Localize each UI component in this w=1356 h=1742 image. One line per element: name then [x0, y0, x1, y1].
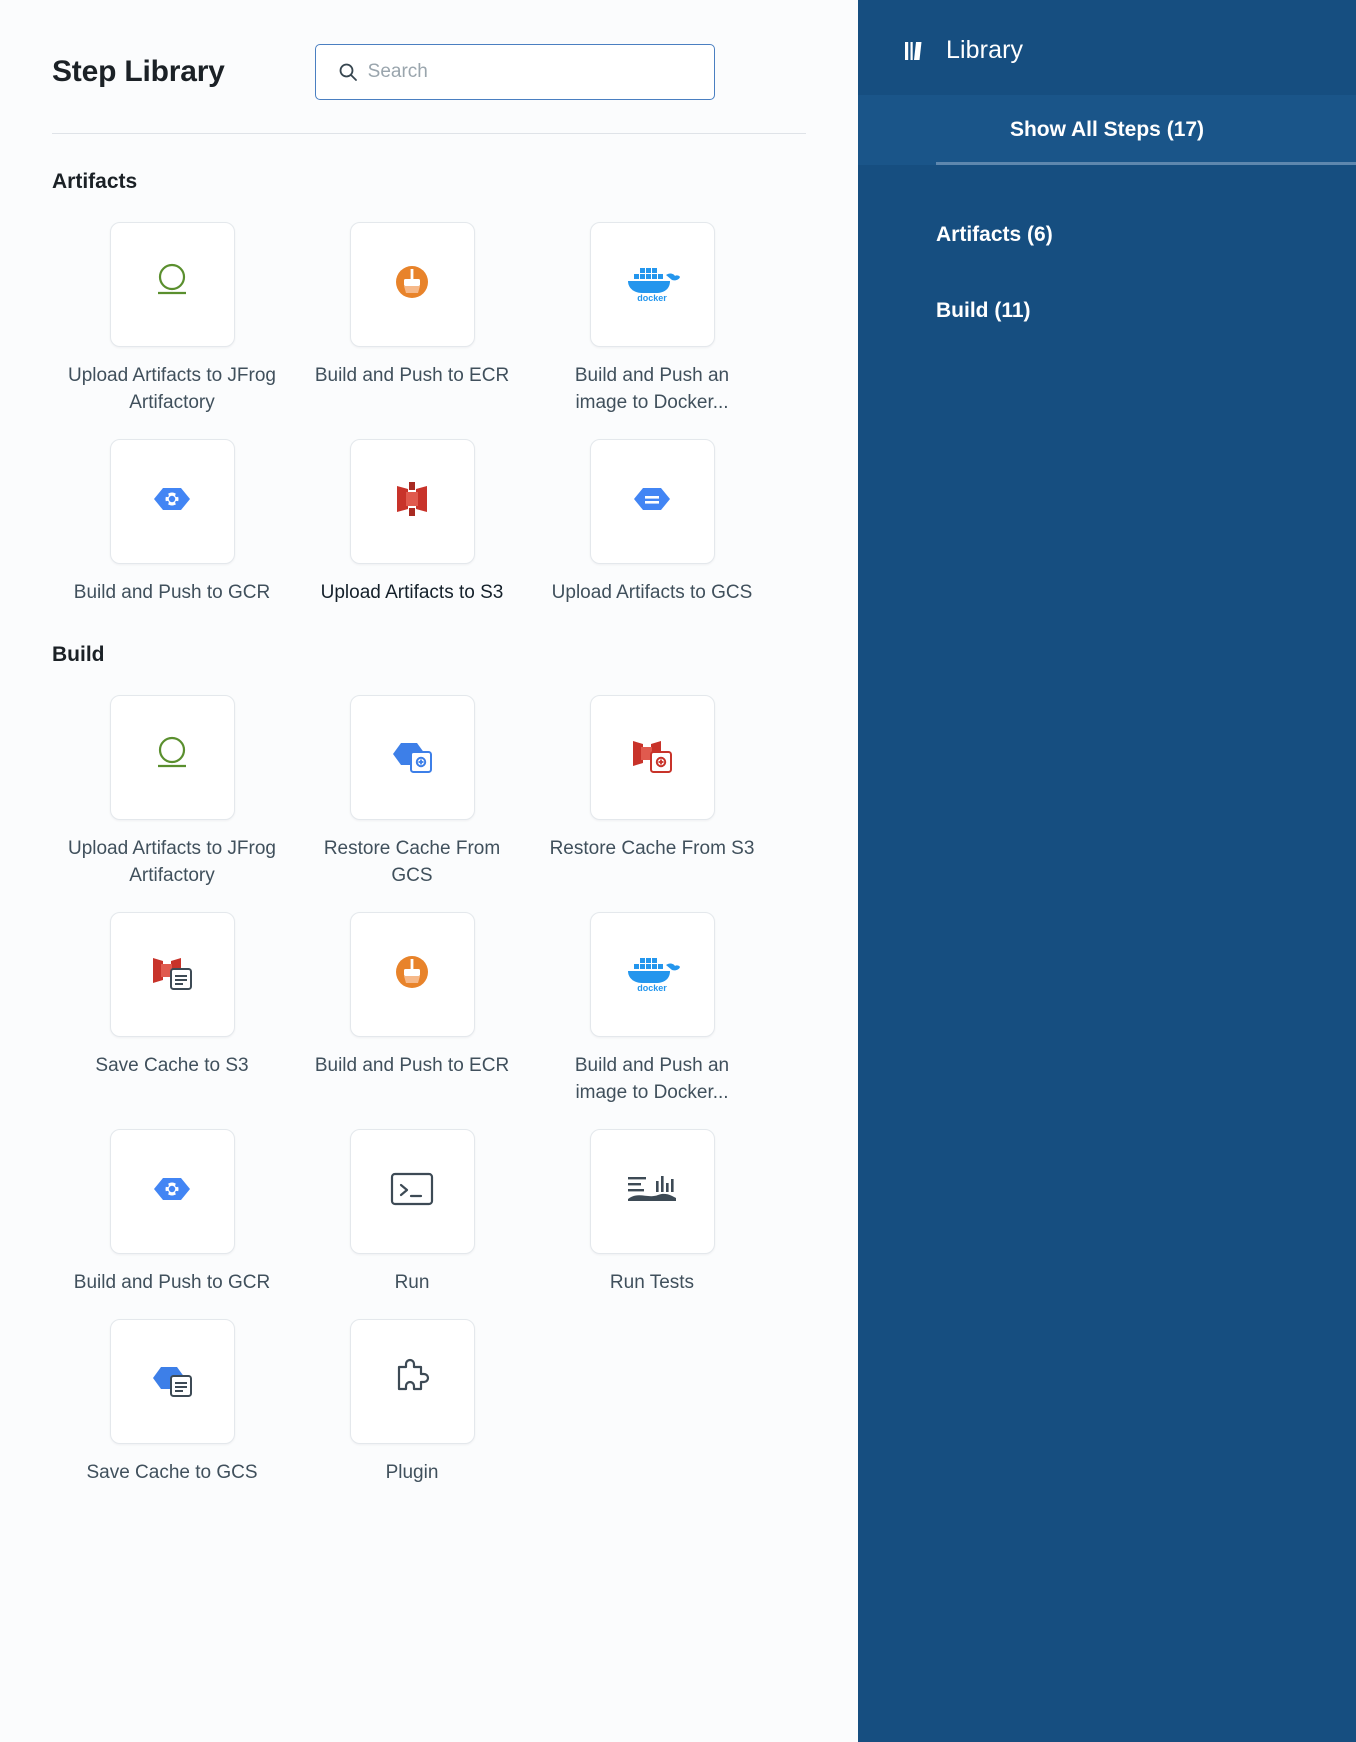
step-label: Upload Artifacts to S3: [320, 581, 504, 603]
step-card-build-upload-artifacts-jfrog[interactable]: [52, 673, 292, 890]
step-tile: [350, 1129, 475, 1254]
step-card-build-push-ecr[interactable]: [292, 200, 532, 417]
show-all-steps-tab[interactable]: [858, 95, 1356, 165]
step-tile: [110, 222, 235, 347]
gcr-icon: [149, 476, 195, 527]
step-card-save-cache-gcs[interactable]: [52, 1297, 292, 1487]
step-tile: [590, 439, 715, 564]
step-label: Plugin: [385, 1461, 439, 1483]
step-tile: [110, 912, 235, 1037]
save-cache-gcs-icon: [147, 1356, 197, 1407]
library-panel: [858, 0, 1356, 1742]
step-label: Upload Artifacts to JFrog Artifactory: [67, 365, 277, 413]
library-category-build[interactable]: Build (11): [936, 299, 1031, 322]
step-card-build-push-ecr-2[interactable]: [292, 890, 532, 1107]
step-card-upload-artifacts-gcs[interactable]: [532, 417, 772, 607]
search-input[interactable]: [368, 61, 668, 83]
save-cache-s3-icon: [147, 949, 197, 1000]
step-card-build-push-gcr[interactable]: [52, 417, 292, 607]
library-header: [858, 0, 1356, 65]
panel-header: [52, 0, 806, 100]
step-tile: [590, 1129, 715, 1254]
step-tile: [590, 912, 715, 1037]
section-title-artifacts: Artifacts: [52, 170, 138, 193]
gcs-icon: [629, 476, 675, 527]
header-divider: [52, 133, 806, 134]
step-label: Upload Artifacts to JFrog Artifactory: [67, 837, 277, 886]
ecr-icon: [390, 260, 434, 309]
library-icon: [902, 38, 928, 64]
section-title-build: Build: [52, 642, 105, 666]
page-title: Step Library: [52, 55, 225, 88]
step-card-plugin[interactable]: [292, 1297, 532, 1487]
ecr-icon: [390, 950, 434, 999]
step-card-upload-artifacts-jfrog[interactable]: [52, 200, 292, 417]
docker-icon: [620, 950, 684, 999]
show-all-steps-label: Show All Steps (17): [1009, 118, 1205, 141]
jfrog-icon: [149, 732, 195, 783]
step-label: Save Cache to GCS: [86, 1461, 258, 1483]
step-label: Restore Cache From S3: [549, 837, 755, 859]
step-tile: [110, 1129, 235, 1254]
step-card-restore-cache-gcs[interactable]: [292, 673, 532, 890]
step-label: Upload Artifacts to GCS: [551, 581, 753, 603]
step-tile: [590, 222, 715, 347]
step-label: Build and Push to ECR: [314, 365, 510, 386]
terminal-icon: [387, 1167, 437, 1216]
library-category-list: [858, 223, 1356, 323]
step-tile: [590, 695, 715, 820]
s3-icon: [389, 476, 435, 527]
step-card-restore-cache-s3[interactable]: [532, 673, 772, 890]
step-card-build-push-gcr-2[interactable]: [52, 1107, 292, 1297]
step-label: Build and Push to GCR: [73, 1271, 271, 1293]
step-label: Save Cache to S3: [95, 1054, 249, 1076]
step-grid-build: [52, 673, 806, 1487]
restore-cache-s3-icon: [627, 732, 677, 783]
step-label: Build and Push an image to Docker...: [574, 1054, 730, 1103]
step-label: Build and Push to ECR: [314, 1054, 510, 1076]
step-tile: [110, 695, 235, 820]
restore-cache-gcs-icon: [387, 732, 437, 783]
step-card-save-cache-s3[interactable]: [52, 890, 292, 1107]
jfrog-icon: [149, 259, 195, 310]
step-label: Run: [394, 1271, 430, 1293]
step-label: Build and Push an image to Docker...: [574, 365, 730, 413]
step-tile: [350, 695, 475, 820]
step-tile: [350, 439, 475, 564]
svg-text:docker: docker: [637, 982, 667, 993]
step-label: Restore Cache From GCS: [323, 837, 501, 886]
search-field-wrap: [315, 44, 715, 100]
step-grid-artifacts: [52, 200, 806, 607]
step-tile: [110, 1319, 235, 1444]
step-card-run[interactable]: [292, 1107, 532, 1297]
step-tile: [350, 222, 475, 347]
docker-icon: [620, 260, 684, 309]
step-card-run-tests[interactable]: [532, 1107, 772, 1297]
step-tile: [350, 912, 475, 1037]
svg-text:docker: docker: [637, 293, 667, 303]
step-card-build-push-docker-2[interactable]: [532, 890, 772, 1107]
library-category-artifacts[interactable]: Artifacts (6): [936, 223, 1053, 246]
step-tile: [110, 439, 235, 564]
search-icon: [338, 62, 358, 82]
step-label: Build and Push to GCR: [73, 581, 271, 603]
library-title: Library: [946, 36, 1024, 64]
step-card-upload-artifacts-s3[interactable]: [292, 417, 532, 607]
run-tests-icon: [624, 1169, 680, 1214]
step-label: Run Tests: [609, 1271, 695, 1293]
step-card-build-push-docker[interactable]: [532, 200, 772, 417]
search-box[interactable]: [315, 44, 715, 100]
step-tile: [350, 1319, 475, 1444]
gcr-icon: [149, 1166, 195, 1217]
plugin-icon: [389, 1356, 435, 1407]
